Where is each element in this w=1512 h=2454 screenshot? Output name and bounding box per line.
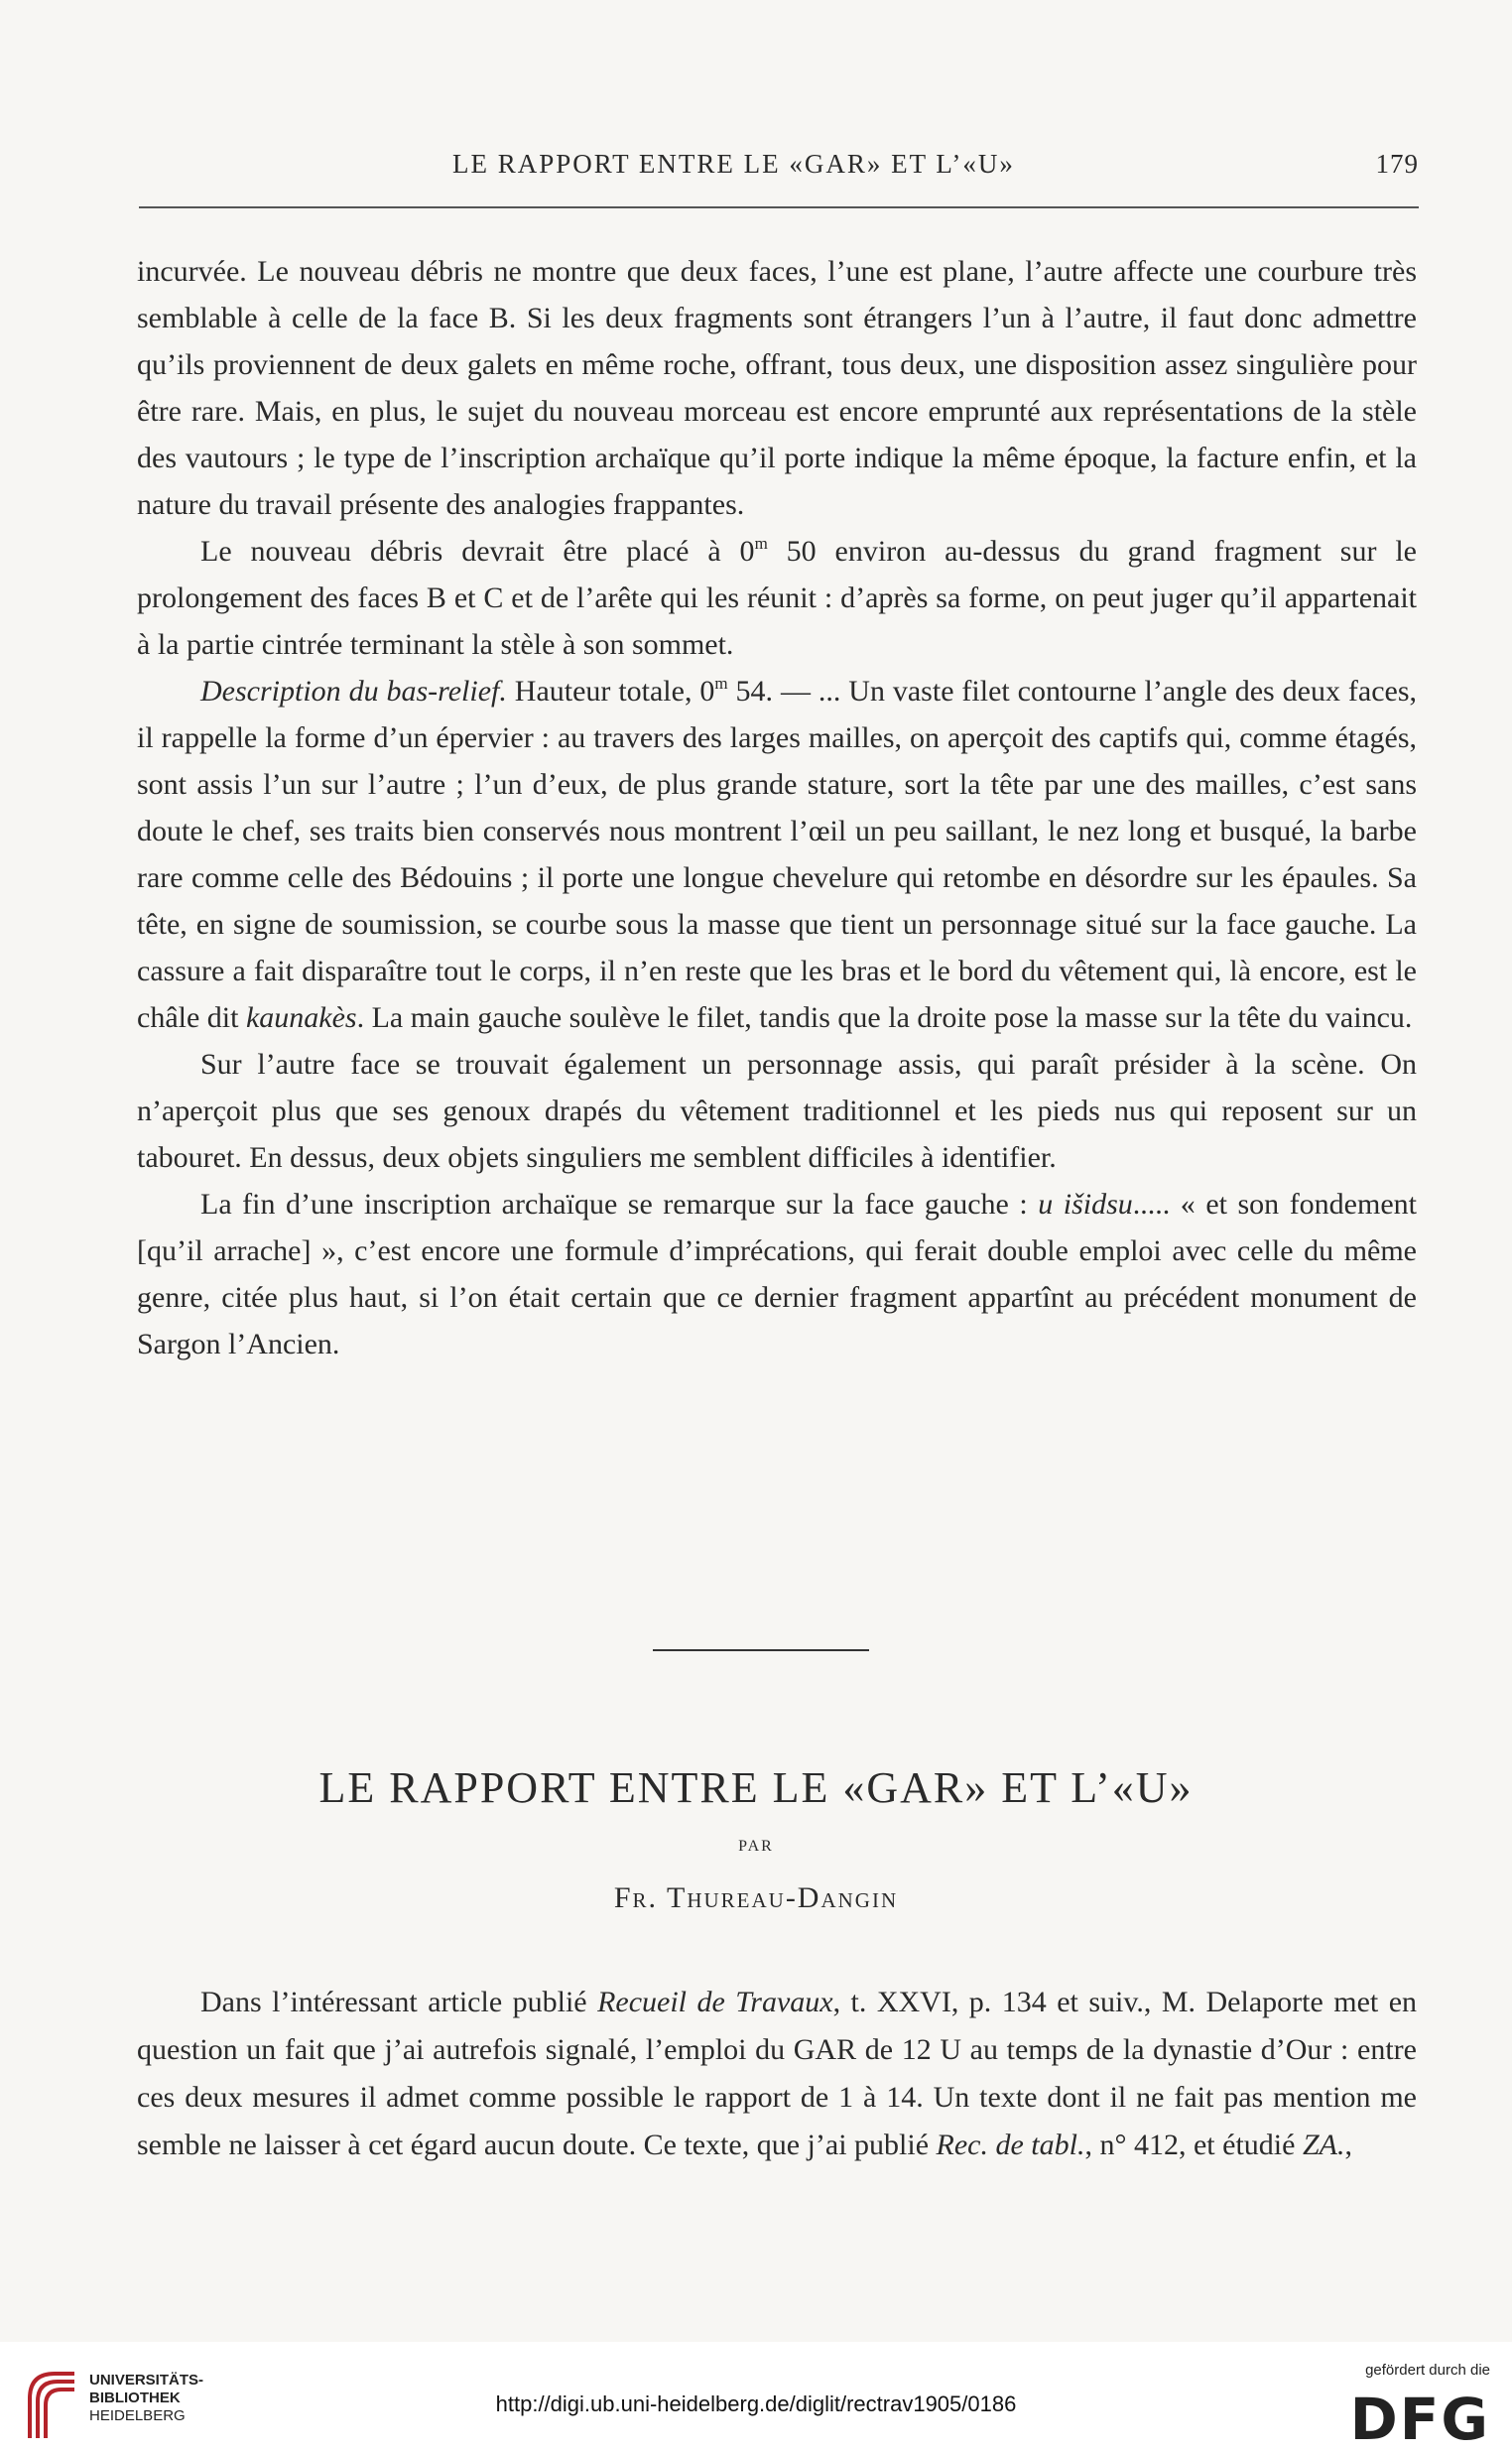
funding-caption: gefördert durch die: [1365, 2362, 1490, 2379]
article-body: [137, 1979, 1417, 2169]
dfg-logo: DFG: [1349, 2386, 1490, 2453]
running-head-title: LE RAPPORT ENTRE LE «GAR» ET L’«U»: [452, 149, 1015, 179]
header-rule: [139, 206, 1419, 208]
permalink-url[interactable]: http://digi.ub.uni-heidelberg.de/diglit/rectrav1905/0186: [495, 2391, 1017, 2416]
article-paragraph-1: Dans l’intéressant article publié Recueil de Travaux, t. XXVI, p. 134 et suiv., M. Delaporte met en question un fait que j’ai autrefois signalé, l’emploi du GAR de 12 U au temps de la dynastie d’Our : entre ces deux mesures il admet comme possible le rapport de 1 à 14. Un texte dont il ne fait pas mention me semble ne laisser à cet égard aucun doute. Ce texte, que j’ai publié Rec. de tabl., n° 412, et étudié ZA.,: [137, 1986, 1418, 2161]
previous-article-text: [137, 248, 1417, 1367]
paragraph-5: La fin d’une inscription archaïque se remarque sur la face gauche : u išidsu..... « et son fondement [qu’il arrache] », c’est encore une formule d’imprécations, qui ferait double emploi avec celle du même genre, citée plus haut, si l’on était certain que ce dernier fragment appartînt au précédent monument de Sargon l’Ancien.: [137, 1188, 1417, 1360]
section-separator: [653, 1649, 869, 1651]
article-byline-par: PAR: [738, 1838, 774, 1855]
library-name: UNIVERSITÄTS- BIBLIOTHEK HEIDELBERG: [89, 2372, 204, 2424]
page-number: 179: [1375, 149, 1419, 179]
paragraph-3-description: Description du bas-relief. Hauteur totale, 0$^m$ 54. — ... Un vaste filet contourne l’angle des deux faces, il rappelle la forme d’un épervier : au travers des larges mailles, on aperçoit des captifs qui, comme étagés, sont assis l’un sur l’autre ; l’un d’eux, de plus grande stature, sort la tête par une des mailles, c’est sans doute le chef, ses traits bien conservés nous montrent l’œil un peu saillant, le nez long et busqué, la barbe rare comme celle des Bédouins ; il porte une longue chevelure qui retombe en désordre sur les épaules. Sa tête, en signe de soumission, se courbe sous la masse que tient un personnage situé sur la face gauche. La cassure a fait disparaître tout le corps, il n’en reste que les bras et le bord du vêtement qui, là encore, est le châle dit kaunakès. La main gauche soulève le filet, tandis que la droite pose la masse sur la tête du vaincu.: [137, 674, 1417, 1034]
description-heading: Description du bas-relief.: [200, 675, 507, 708]
paragraph-2: Le nouveau débris devrait être placé à 0$^m$ 50 environ au-dessus du grand fragment sur le prolongement des faces B et C et de l’arête qui les réunit : d’après sa forme, on peut juger qu’il appartenait à la partie cintrée terminant la stèle à son sommet.: [137, 534, 1417, 661]
paragraph-1: incurvée. Le nouveau débris ne montre que deux faces, l’une est plane, l’autre affecte une courbure très semblable à celle de la face B. Si les deux fragments sont étrangers l’un à l’autre, il faut donc admettre qu’ils proviennent de deux galets en même roche, offrant, tous deux, une disposition assez singulière pour être rare. Mais, en plus, le sujet du nouveau morceau est encore emprunté aux représentations de la stèle des vautours ; le type de l’inscription archaïque qu’il porte indique la même époque, la facture enfin, et la nature du travail présente des analogies frappantes.: [137, 255, 1417, 521]
article-author: Fr. Thureau-Dangin: [613, 1881, 899, 1914]
digitization-footer: [0, 2342, 1512, 2454]
paragraph-4: Sur l’autre face se trouvait également un personnage assis, qui paraît présider à la scène. On n’aperçoit plus que ses genoux drapés du vêtement traditionnel et les pieds nus qui reposent sur un tabouret. En dessus, deux objets singuliers me semblent difficiles à identifier.: [137, 1048, 1417, 1174]
article-title: LE RAPPORT ENTRE LE «GAR» ET L’«U»: [318, 1763, 1194, 1812]
